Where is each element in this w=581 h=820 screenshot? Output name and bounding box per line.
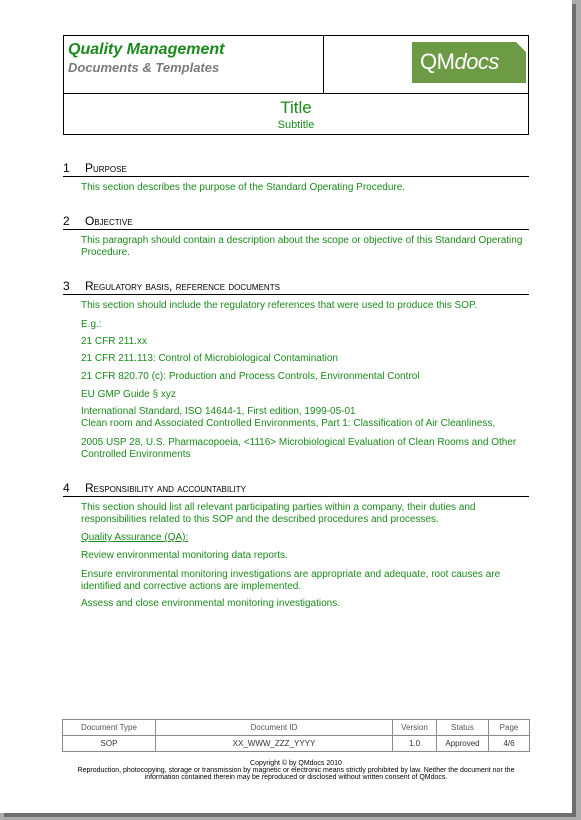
paragraph: This section should include the regulatory references that were used to produce this SOP. [81,300,478,311]
document-header [63,35,529,135]
qmdocs-logo [412,42,526,83]
paragraph: Review environmental monitoring data reports. [81,550,288,561]
section-number: 3 [63,279,70,293]
section-title: Responsibility and accountability [85,481,246,495]
paragraph: Ensure environmental monitoring investigations are appropriate and adequate, root causes are identified and corrective actions are implemented. [81,569,501,592]
section-title: Regulatory basis, reference documents [85,279,280,293]
paragraph: EU GMP Guide § xyz [81,389,176,400]
paragraph: 21 CFR 211.xx [81,336,147,347]
paragraph: 21 CFR 820.70 (c): Production and Process Controls, Environmental Control [81,371,420,382]
header-cell: Status [437,720,489,736]
paragraph: Clean room and Associated Controlled Environments, Part 1: Classification of Air Cleanliness, [81,418,496,429]
paragraph: 21 CFR 211.113: Control of Microbiological Contamination [81,353,338,364]
value-cell: 4/6 [489,736,530,752]
paragraph: Assess and close environmental monitoring investigations. [81,598,341,609]
value-cell: SOP [63,736,156,752]
section-title: Purpose [85,161,127,175]
value-cell: Approved [437,736,489,752]
section-number: 4 [63,481,70,495]
table-row [63,736,530,752]
section-heading-regulatory [63,279,529,295]
paragraph: This section describes the purpose of the Standard Operating Procedure. [81,182,406,193]
company-title: Quality Management [68,41,225,58]
header-cell: Page [489,720,530,736]
header-cell: Document ID [156,720,393,736]
copyright-block [62,760,530,781]
section-number: 2 [63,214,70,228]
paragraph: 2005 USP 28, U.S. Pharmacopoeia, <1116> Microbiological Evaluation of Clean Rooms and Other Controlled Environments [81,437,517,460]
section-heading-objective [63,214,529,230]
header-cell: Version [393,720,437,736]
legal-notice: Reproduction, photocopying, storage or transmission by magnetic or electronic means strictly prohibited by law. Neither the document nor the information contained therein may be reproduced or disclosed without written consent of QMdocs. [77,767,515,781]
header-top-row [64,36,528,94]
value-cell: 1.0 [393,736,437,752]
document-info-table [62,719,530,752]
section-title: Objective [85,214,133,228]
value-cell: XX_WWW_ZZZ_YYYY [156,736,393,752]
company-subtitle: Documents & Templates [68,60,220,75]
document-subtitle: Subtitle [277,119,315,131]
section-number: 1 [63,161,70,175]
document-title: Title [280,98,312,117]
copyright-line: Copyright © by QMdocs 2010 [250,760,342,767]
paragraph: This paragraph should contain a description about the scope or objective of this Standard Operating Procedure. [81,235,523,258]
paragraph: This section should list all relevant participating parties within a company, their duties and responsibilities related to this SOP and the described procedures and processes. [81,502,476,525]
table-header-row [63,720,530,736]
section-heading-purpose [63,161,529,177]
header-cell: Document Type [63,720,156,736]
paragraph: International Standard, ISO 14644-1, First edition, 1999-05-01 [81,406,356,417]
qa-link[interactable]: Quality Assurance (QA): [81,532,189,543]
logo-text: QMdocs [420,49,499,74]
header-company-cell [64,36,324,93]
section-heading-responsibility [63,481,529,497]
paragraph: E.g.: [81,319,102,330]
